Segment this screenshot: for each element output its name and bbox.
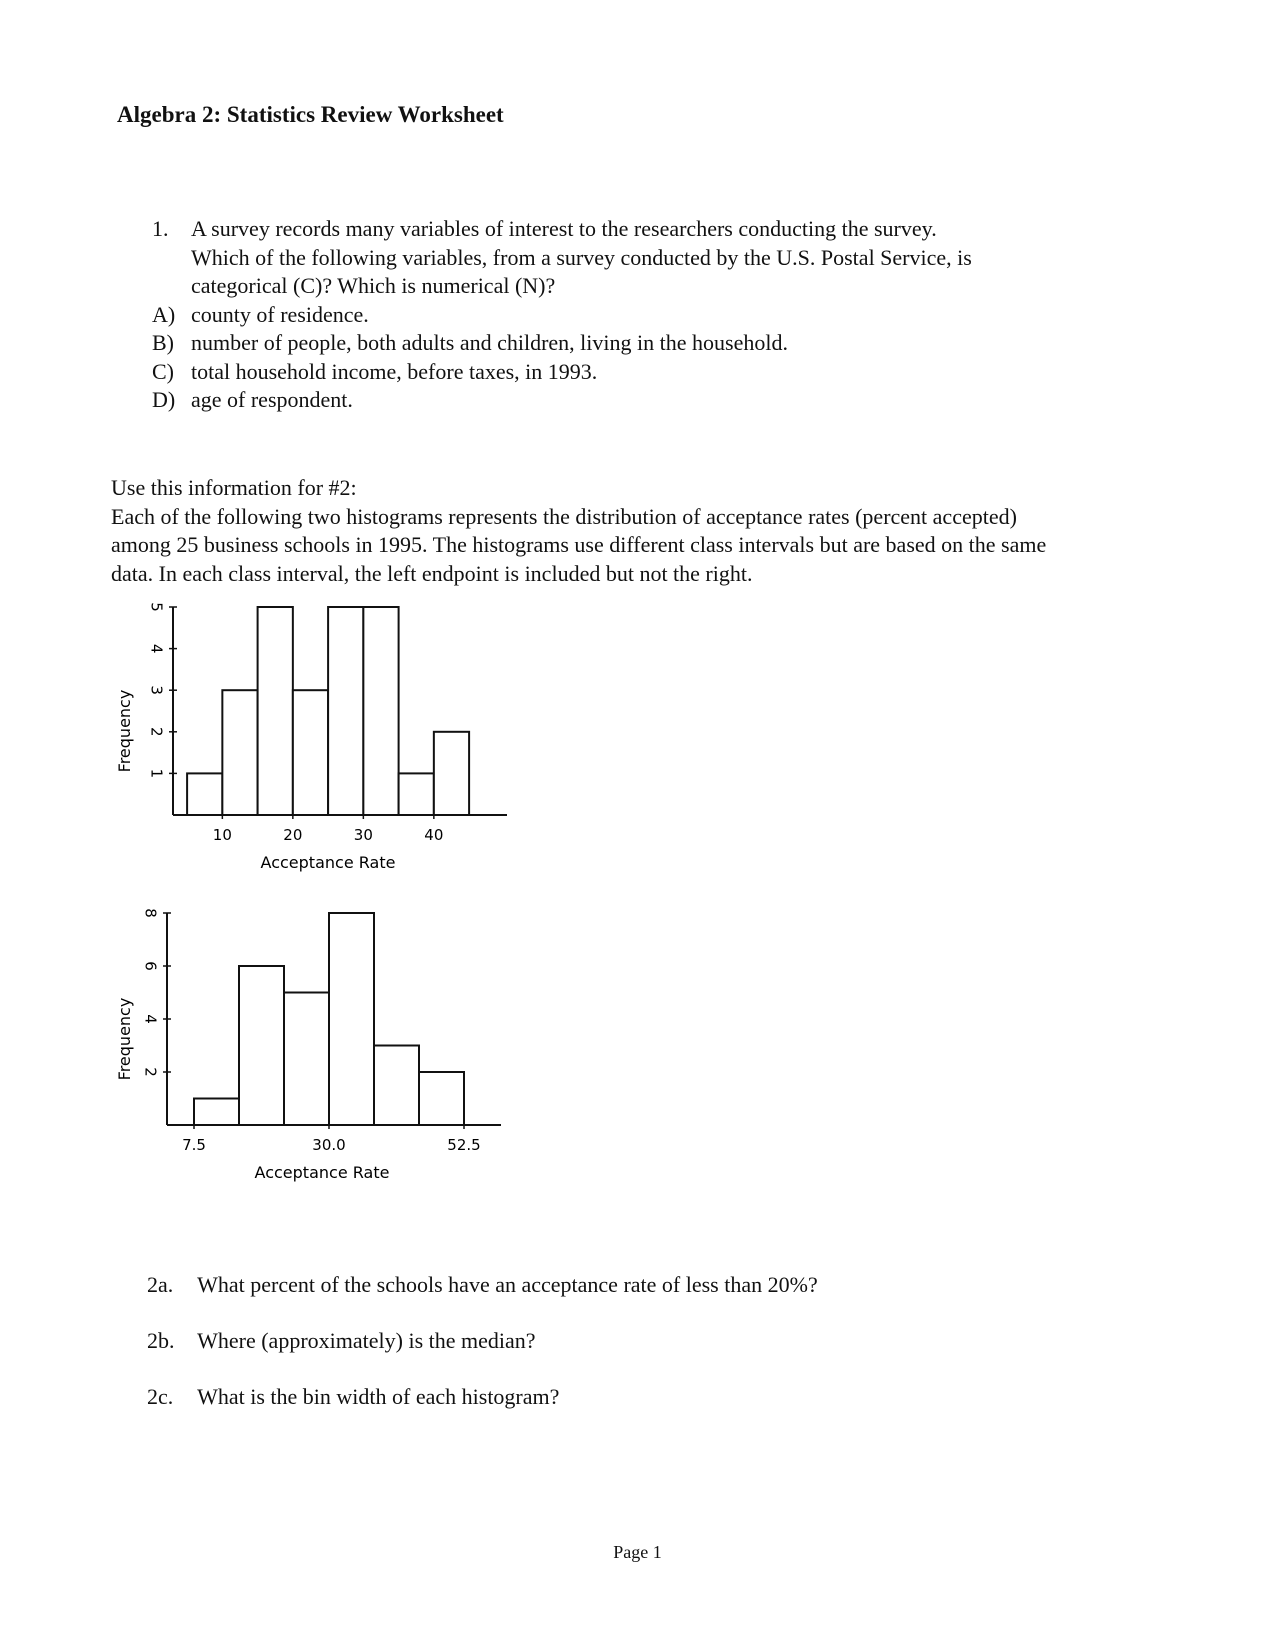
info-line: Each of the following two histograms represents the distribution of acceptance rates (percent accepted) [111, 503, 1017, 529]
histogram-bar [329, 913, 374, 1125]
question-text: Where (approximately) is the median? [197, 1328, 536, 1353]
question-label: 2c. [147, 1384, 174, 1409]
option-b [152, 329, 1152, 358]
y-tick-label: 8 [141, 908, 160, 918]
histogram-bar [284, 993, 329, 1126]
y-tick-label: 5 [147, 602, 166, 612]
y-tick-label: 6 [141, 961, 160, 971]
histogram-bar [363, 607, 398, 815]
option-label: B) [152, 330, 174, 355]
question-line: Which of the following variables, from a survey conducted by the U.S. Postal Service, is [191, 244, 972, 270]
option-text: age of respondent. [191, 387, 353, 412]
histogram-bar [194, 1099, 239, 1126]
question-1-text [191, 215, 1152, 301]
histogram-1 [110, 602, 530, 895]
y-tick-label: 3 [147, 685, 166, 695]
histogram-bar [328, 607, 363, 815]
info-line: among 25 business schools in 1995. The histograms use different class intervals but are based on the same [111, 532, 1047, 557]
question-2b [147, 1328, 536, 1354]
histogram-bar [419, 1072, 464, 1125]
x-tick-label: 30.0 [312, 1136, 346, 1154]
y-tick-label: 2 [141, 1067, 160, 1077]
info-heading: Use this information for #2: [111, 475, 357, 500]
worksheet-title: Algebra 2: Statistics Review Worksheet [117, 102, 504, 127]
y-tick-label: 1 [147, 768, 166, 779]
info-line: data. In each class interval, the left endpoint is included but not the right. [111, 560, 753, 586]
y-tick-label: 4 [147, 643, 166, 654]
histogram-bar [374, 1046, 419, 1126]
page-footer: Page 1 [613, 1542, 662, 1562]
question-label: 2b. [147, 1328, 175, 1353]
option-label: C) [152, 358, 174, 384]
option-text: total household income, before taxes, in 1993. [191, 358, 598, 384]
question-1-stem [152, 215, 1152, 301]
option-a [152, 301, 1152, 330]
question-line: A survey records many variables of interest to the researchers conducting the survey. [191, 216, 937, 241]
x-tick-label: 52.5 [447, 1136, 481, 1154]
option-label: A) [152, 301, 176, 327]
question-2c [147, 1384, 559, 1410]
question-1 [152, 215, 1152, 415]
x-axis-label: Acceptance Rate [254, 1163, 390, 1182]
option-text: number of people, both adults and children, living in the household. [191, 330, 788, 355]
question-2a [147, 1272, 818, 1298]
histogram-bar [222, 690, 257, 815]
histogram-2 [110, 908, 530, 1215]
info-block [111, 474, 1171, 588]
option-label: D) [152, 387, 176, 412]
question-text: What percent of the schools have an acceptance rate of less than 20%? [197, 1272, 818, 1297]
question-line: categorical (C)? Which is numerical (N)? [191, 273, 556, 298]
histogram-bar [399, 773, 434, 815]
y-tick-label: 4 [141, 1014, 160, 1024]
option-c [152, 358, 1152, 387]
histogram-bar [434, 732, 469, 815]
question-label: 2a. [147, 1272, 174, 1297]
x-tick-label: 30 [353, 826, 373, 844]
histogram-bar [258, 607, 293, 815]
question-text: What is the bin width of each histogram? [197, 1384, 560, 1409]
histogram-bar [187, 773, 222, 815]
x-tick-label: 20 [283, 826, 303, 844]
question-number: 1. [152, 216, 169, 241]
histogram-bar [293, 690, 328, 815]
x-tick-label: 40 [424, 826, 444, 844]
histogram-bar [239, 966, 284, 1125]
y-tick-label: 2 [147, 727, 166, 737]
option-text: county of residence. [191, 301, 369, 327]
x-tick-label: 7.5 [182, 1136, 206, 1154]
x-tick-label: 10 [212, 826, 232, 844]
y-axis-label: Frequency [115, 997, 134, 1081]
option-d [152, 386, 1152, 415]
x-axis-label: Acceptance Rate [260, 853, 396, 872]
y-axis-label: Frequency [115, 689, 134, 773]
